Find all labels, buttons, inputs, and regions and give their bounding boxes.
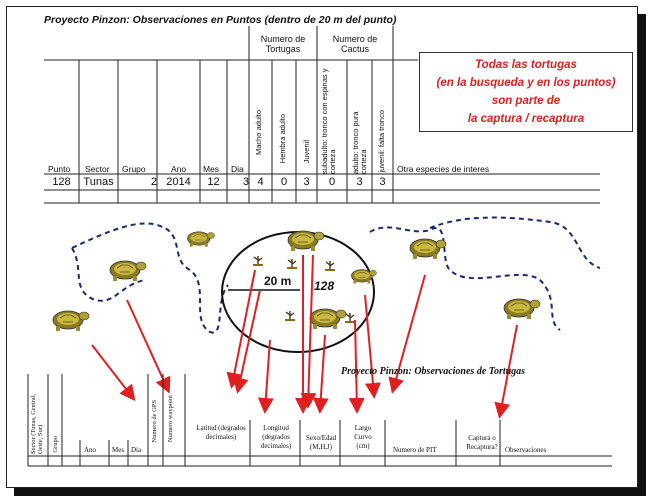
capture-note-line-3: son parte de: [491, 95, 561, 107]
cell-macho: 4: [257, 176, 264, 188]
vheader-hembra: Hembra adulto: [278, 114, 287, 164]
vheader-cactus-sub: subadulto: tronco con espinas y corteza: [320, 68, 337, 174]
cell-juvenil: 3: [303, 176, 310, 188]
sheet2-title: Proyecto Pinzon: Observaciones de Tortugas: [341, 366, 526, 377]
cell-cactus-sub: 0: [328, 176, 336, 188]
vheader-cactus-adulto: adulto: tronco pura corteza: [351, 111, 368, 174]
cell-grupo: 2: [150, 176, 157, 188]
cell-dia: 3: [242, 176, 249, 188]
col-grupo: Grupo: [122, 164, 146, 174]
b2-sector: Sector (Tunas, Central, Oeste, Sur): [30, 393, 44, 454]
group-header-tortugas: Numero de Tortugas: [260, 34, 306, 54]
point-number-label: 128: [314, 279, 335, 293]
cell-hembra: 0: [280, 176, 288, 188]
vheader-macho: Macho adulto: [254, 110, 263, 156]
capture-note-line-1: Todas las tortugas: [475, 59, 577, 71]
b2-largo: Largo Curvo (cm): [354, 424, 372, 450]
b2-observaciones: Observaciones: [505, 446, 547, 454]
col-otra-especies: Otra especies de interes: [397, 164, 490, 174]
cell-cactus-adulto: 3: [356, 176, 363, 188]
b2-gps: Numero de GPS: [151, 400, 158, 443]
cell-punto: 128: [52, 176, 71, 188]
b2-latitud: Latitud (degrados decimales): [196, 424, 246, 441]
col-dia: Dia: [231, 164, 244, 174]
b2-waypoint: Numero waypoint: [167, 395, 174, 443]
b2-grupo: Grupo: [52, 436, 59, 453]
b2-ano: Ano: [84, 446, 97, 454]
b2-captura: Captura o Recaptura?: [466, 434, 498, 451]
cell-sector: Tunas: [83, 176, 114, 188]
sheet1-title: Proyecto Pinzon: Observaciones en Puntos (dentro de 20 m del punto): [44, 14, 397, 26]
cell-cactus-juvenil: 3: [379, 176, 386, 188]
b2-mes: Mes: [112, 446, 125, 454]
group-header-cactus: Numero de Cactus: [332, 34, 378, 54]
b2-pit: Numero de PIT: [393, 446, 437, 454]
b2-sexo: Sexo/Edad (M,H,J): [305, 434, 337, 451]
capture-note-line-4: la captura / recaptura: [467, 113, 585, 125]
b2-dia: Dia: [131, 446, 142, 454]
radius-label: 20 m: [264, 274, 292, 288]
col-mes: Mes: [203, 164, 220, 174]
cell-ano: 2014: [166, 176, 191, 188]
col-sector: Sector: [85, 164, 110, 174]
vheader-cactus-juvenil: juvenil: falta tronco: [377, 110, 386, 173]
col-punto: Punto: [48, 164, 71, 174]
capture-note-line-2: (en la busqueda y en los puntos): [436, 77, 616, 89]
col-ano: Ano: [171, 164, 187, 174]
b2-longitud: Longitud (degrados decimales): [260, 424, 292, 450]
cell-mes: 12: [207, 176, 220, 188]
vheader-juvenil: Juvenil: [302, 140, 311, 164]
